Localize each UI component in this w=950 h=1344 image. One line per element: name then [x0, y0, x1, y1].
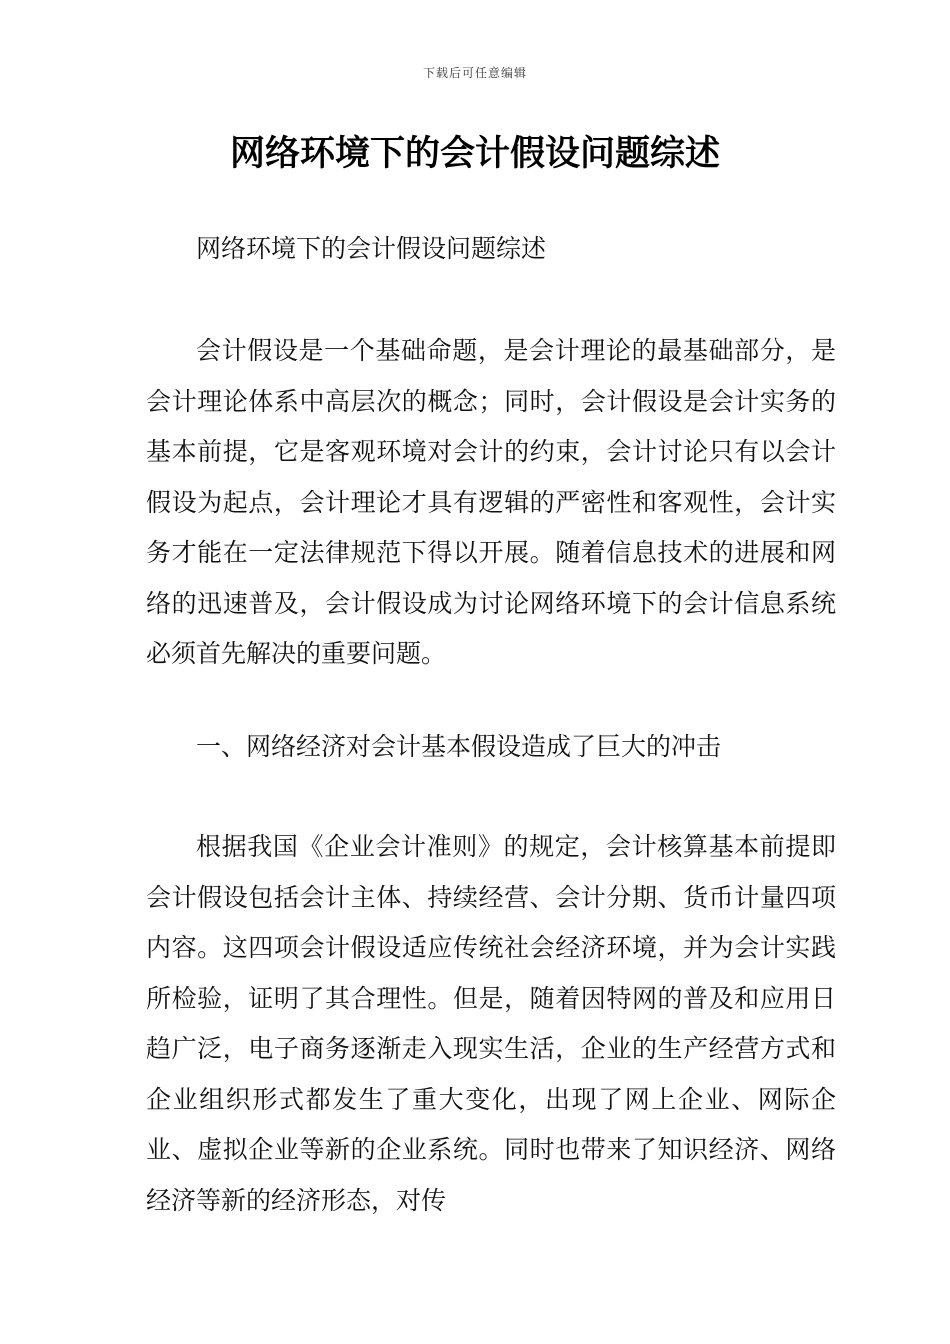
paragraph-section-1: 根据我国《企业会计准则》的规定，会计核算基本前提即会计假设包括会计主体、持续经营、会计分期、货币计量四项内容。这四项会计假设适应传统社会经济环境，并为会计实践所检验，证明了其合理性。但是，随着因特网的普及和应用日趋广泛，电子商务逐渐走入现实生活，企业的生产经营方式和企业组织形式都发生了重大变化，出现了网上企业、网际企业、虚拟企业等新的企业系统。同时也带来了知识经济、网络经济等新的经济形态，对传: [146, 832, 836, 1215]
document-title: 网络环境下的会计假设问题综述: [229, 134, 720, 174]
header-note: 下载后可任意编辑: [422, 66, 527, 80]
section-heading-1: 一、网络经济对会计基本假设造成了巨大的冲击: [196, 732, 722, 761]
paragraph-intro: 会计假设是一个基础命题，是会计理论的最基础部分，是会计理论体系中高层次的概念；同时，会计假设是会计实务的基本前提，它是客观环境对会计的约束，会计讨论只有以会计假设为起点，会计理论才具有逻辑的严密性和客观性，会计实务才能在一定法律规范下得以开展。随着信息技术的进展和网络的迅速普及，会计假设成为讨论网络环境下的会计信息系统必须首先解决的重要问题。: [146, 336, 836, 668]
document-subtitle: 网络环境下的会计假设问题综述: [196, 234, 547, 263]
